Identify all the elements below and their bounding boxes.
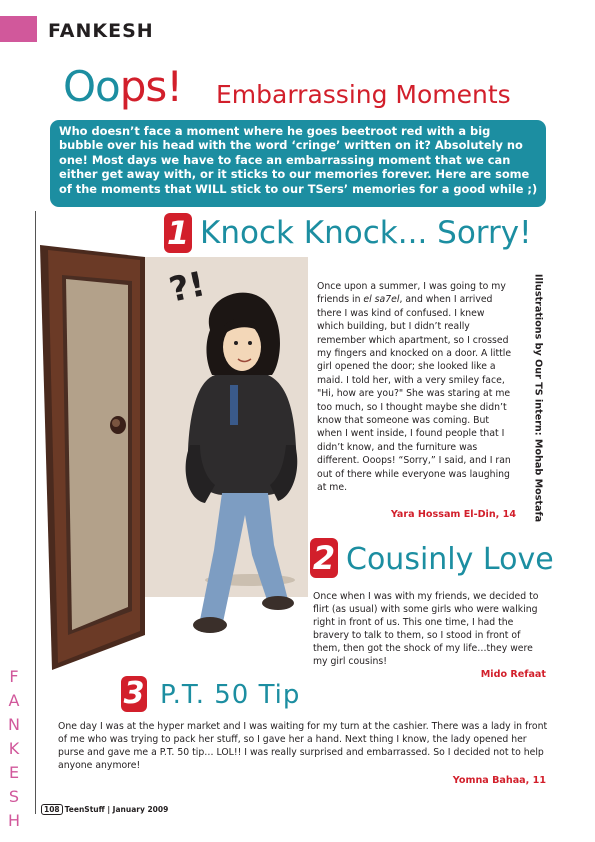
shoe-left	[193, 617, 227, 633]
vertical-letter: H	[7, 811, 21, 830]
story-text: Once when I was with my friends, we decided to flirt (as usual) with some girls who were walking right in front of us. This one time, I had the bravery to talk to them, so I stood in front of them, then got the shock of my life…they were my girl cousins!	[313, 591, 539, 667]
story-number-badge: 1	[164, 213, 192, 253]
vertical-letter: S	[8, 787, 20, 806]
title-part: Oo	[63, 62, 120, 111]
vertical-letter: K	[8, 739, 20, 758]
page-title	[63, 62, 182, 111]
story-number-badge: 2	[310, 538, 338, 578]
vertical-letter: E	[8, 763, 20, 782]
vertical-section-label	[4, 665, 24, 833]
shoe-right	[262, 596, 294, 610]
door-inset	[66, 279, 128, 630]
door-illustration	[40, 215, 310, 685]
story-text-part: , and when I arrived there I was kind of confused. I knew which building, but I didn’t really remember which apartment, so I crossed my fingers and knocked on a door. A little girl opened the door; she looked like a maid. I told her, with a very smiley face, "Hi, how are you?" She was staring at me too much, so I thought maybe she didn’t know that someone was coming. But when I went inside, I found people that I didn’t know, and the furniture was different. Ooops! “Sorry,” I said, and I ran out of there while everyone was laughing at me.	[317, 294, 512, 494]
story-heading: P.T. 50 Tip	[160, 680, 301, 710]
story-author: Yomna Bahaa, 11	[452, 775, 546, 786]
story-author: Mido Refaat	[480, 669, 546, 680]
story-text: One day I was at the hyper market and I was waiting for my turn at the cashier. There was a lady in front of me who was trying to pack her stuff, so I gave her a hand. Next thing I know, the lady opened her purse and gave me a P.T. 50 tip… LOL!! I was really surprised and embarrassed. So I decided not to help anyone anymore!	[58, 721, 548, 771]
margin-divider	[35, 211, 36, 814]
section-name: FANKESH	[48, 20, 154, 42]
vertical-letter: F	[9, 667, 19, 686]
title-part-red: ps!	[119, 62, 183, 111]
story-heading: Cousinly Love	[346, 542, 554, 577]
page-number: 108	[41, 804, 63, 815]
vertical-letter: A	[8, 691, 20, 710]
page-footer: 108 TeenStuff | January 2009	[41, 804, 168, 815]
story-number-badge: 3	[121, 676, 147, 712]
vertical-letter: N	[8, 715, 20, 734]
page-subtitle: Embarrassing Moments	[216, 80, 511, 109]
story-text	[317, 280, 514, 495]
story-text-part: Once upon a summer, I was going to my friends in	[317, 281, 506, 306]
story-heading: Knock Knock... Sorry!	[200, 215, 532, 251]
intro-box: Who doesn’t face a moment where he goes beetroot red with a big bubble over his head with the word ‘cringe’ written on it? Absolutely no one! Most days we have to face an embarrassing moment that we can either get away with, or it sticks to our memories forever. Here are some of the moments that WILL stick to our TSers’ memories for a good while ;)	[50, 120, 546, 207]
story-text-italic: el sa7el	[363, 294, 400, 306]
magazine-name: TeenStuff	[64, 805, 105, 814]
issue-date: January 2009	[112, 805, 169, 814]
illustration-credit	[531, 273, 545, 523]
illustration-credit-text: Illustrations by Our TS intern: Mohab Mostafa	[532, 273, 544, 523]
story-author: Yara Hossam El-Din, 14	[390, 509, 516, 520]
section-color-tab	[0, 16, 37, 42]
confused-marks-icon: ?!	[165, 264, 209, 311]
